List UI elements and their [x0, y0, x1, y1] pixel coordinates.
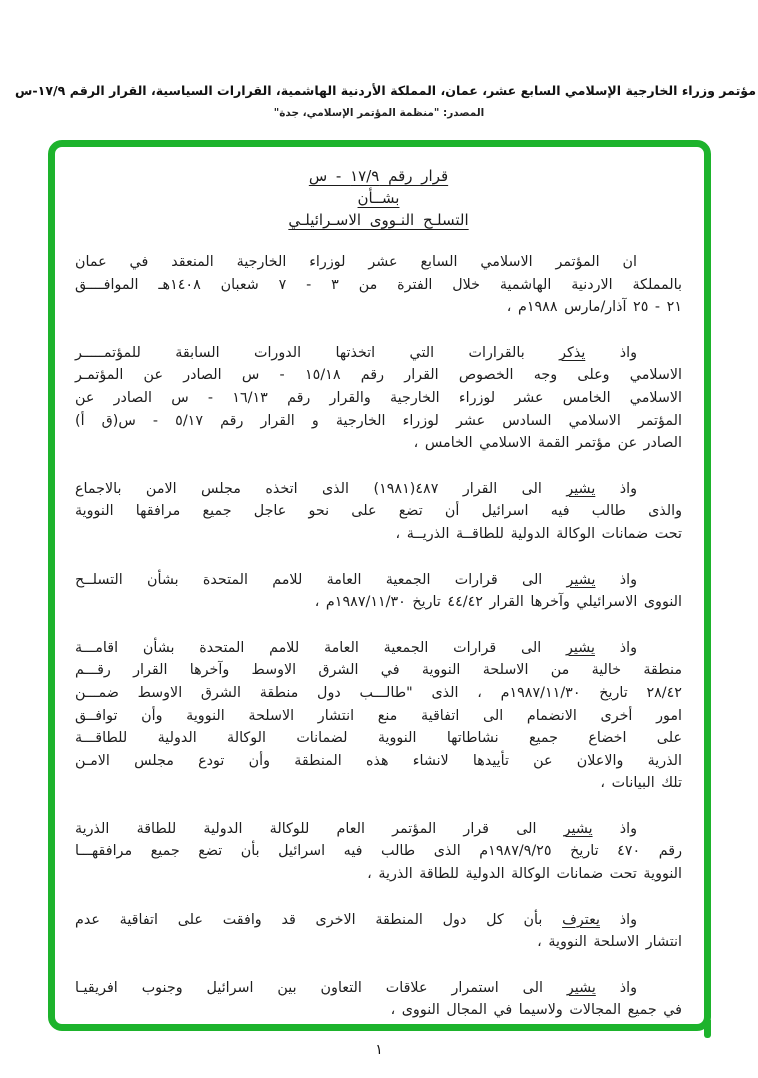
text-segment: منطقة خالية من الاسلحة النووية في الشرق الاوسط وآخرها القرار رقـــم: [75, 662, 682, 679]
resolution-content: [55, 147, 704, 1024]
resolution-title: [288, 165, 468, 231]
text-segment: والذى طالب فيه اسرائيل أن تضع على نحو عاجل جميع مرافقها النووية: [75, 503, 682, 520]
title-line: التسلـح النـووى الاسـرائيلـي: [288, 211, 469, 229]
text-segment: ٢٨/٤٢ تاريخ ١٩٨٧/١١/٣٠م ، الذى "طالـــب دول منطقة الشرق الاوسط ضمـــن: [75, 684, 682, 701]
underlined-lead-word: يعترف: [562, 911, 600, 928]
text-segment: النووية تحت ضمانات الوكالة الدولية للطاقة الذرية ،: [367, 866, 682, 883]
page-number: ١: [375, 1042, 383, 1058]
text-line: [75, 705, 682, 728]
text-segment: بأن كل دول المنطقة الاخرى قد وافقت على اتفاقية عدم: [75, 911, 563, 928]
text-line: [75, 387, 682, 410]
text-segment: واذ: [595, 480, 637, 497]
text-line: [75, 591, 682, 614]
text-line: [75, 500, 682, 523]
text-line: [75, 818, 682, 841]
paragraph: [75, 569, 682, 614]
text-line: [75, 750, 682, 773]
resolution-frame: [48, 140, 711, 1031]
paragraph: [75, 818, 682, 886]
text-segment: الذرية والاعلان عن تأييدها لانشاء هذه المنطقة وأن تودع مجلس الامـن: [75, 752, 682, 769]
text-line: [75, 274, 682, 297]
text-line: [75, 432, 682, 455]
text-segment: تلك البيانات ،: [600, 775, 682, 792]
text-segment: على اخضاع جميع نشاطاتها النووية لضمانات الوكالة الدولية للطاقـــة: [75, 730, 682, 747]
text-segment: الى استمرار علاقات التعاون بين اسرائيل وجنوب افريقيـا: [75, 979, 567, 996]
paragraph: [75, 637, 682, 795]
text-line: [75, 909, 682, 932]
text-segment: واذ: [594, 639, 637, 656]
text-segment: الى قرارات الجمعية العامة للامم المتحدة بشأن اقامـــة: [75, 639, 567, 656]
text-line: [75, 251, 682, 274]
underlined-lead-word: يشير: [566, 979, 596, 996]
text-line: [75, 840, 682, 863]
text-line: [75, 772, 682, 795]
text-line: [75, 863, 682, 886]
underlined-lead-word: يشير: [563, 820, 593, 837]
underlined-lead-word: يشير: [566, 571, 596, 588]
text-line: [75, 569, 682, 592]
text-segment: واذ: [585, 344, 637, 361]
title-line: قرار رقم ١٧/٩ - س: [308, 167, 449, 185]
text-segment: واذ: [592, 820, 638, 837]
text-line: [75, 637, 682, 660]
source-line: المصدر: "منظمة المؤتمر الإسلامي، جدة": [273, 107, 485, 119]
text-line: [75, 342, 682, 365]
frame-corner-stub: [704, 1020, 711, 1038]
text-line: [75, 659, 682, 682]
paragraph: [75, 251, 682, 319]
text-segment: الصادر عن مؤتمر القمة الاسلامي الخامس ،: [413, 435, 682, 452]
text-line: [75, 977, 682, 1000]
text-segment: الى القرار ٤٨٧(١٩٨١) الذى اتخذه مجلس الامن بالاجماع: [75, 480, 567, 497]
text-segment: واذ: [599, 911, 637, 928]
text-line: [75, 523, 682, 546]
text-line: [75, 727, 682, 750]
text-line: [75, 364, 682, 387]
text-segment: الى قرار المؤتمر العام للوكالة الدولية للطاقة الذرية: [75, 820, 564, 837]
text-line: [75, 296, 682, 319]
text-segment: انتشار الاسلحة النووية ،: [537, 934, 682, 951]
paragraph: [75, 909, 682, 954]
text-segment: امور أخرى الانضمام الى اتفاقية منع انتشار الاسلحة النووية وأن توافــق: [75, 707, 682, 724]
paragraph: [75, 977, 682, 1022]
paragraph: [75, 478, 682, 546]
text-segment: تحت ضمانات الوكالة الدولية للطاقــة الذريــة ،: [395, 525, 682, 542]
document-header-line: مؤتمر وزراء الخارجية الإسلامي السابع عشر، عمان، المملكة الأردنية الهاشمية، القرارات السياسية، القرار الرقم ١٧/٩-س: [15, 83, 756, 98]
text-segment: بالمملكة الاردنية الهاشمية خلال الفترة من ٣ - ٧ شعبان ١٤٠٨هـ الموافــــق: [75, 276, 682, 293]
text-segment: الى قرارات الجمعية العامة للامم المتحدة بشأن التسلــح: [75, 571, 567, 588]
underlined-lead-word: يشير: [566, 639, 595, 656]
text-line: [75, 931, 682, 954]
title-line: بشــأن: [357, 189, 400, 207]
text-segment: ٢١ - ٢٥ آذار/مارس ١٩٨٨م ،: [506, 299, 682, 316]
text-line: [75, 410, 682, 433]
text-segment: واذ: [595, 571, 637, 588]
text-segment: النووى الاسرائيلي وآخرها القرار ٤٤/٤٢ تاريخ ١٩٨٧/١١/٣٠م ،: [314, 594, 682, 611]
text-segment: واذ: [595, 979, 637, 996]
text-segment: ان المؤتمر الاسلامي السابع عشر لوزراء الخارجية المنعقد في عمان: [75, 254, 637, 270]
text-line: [75, 682, 682, 705]
underlined-lead-word: يذكر: [559, 344, 586, 361]
text-segment: الاسلامي وعلى وجه الخصوص القرار رقم ١٥/١٨ - س الصادر عن المؤتمـر: [75, 367, 682, 384]
paragraph: [75, 342, 682, 455]
text-line: [75, 478, 682, 501]
text-segment: بالقرارات التي اتخذتها الدورات السابقة للمؤتمـــــر: [75, 344, 560, 361]
text-line: [75, 999, 682, 1022]
text-segment: رقم ٤٧٠ تاريخ ١٩٨٧/٩/٢٥م الذى طالب فيه اسرائيل بأن تضع جميع مرافقهـــا: [75, 843, 682, 860]
text-segment: في جميع المجالات ولاسيما في المجال النووى ،: [390, 1002, 682, 1019]
paragraphs: [75, 251, 682, 1022]
underlined-lead-word: يشير: [566, 480, 596, 497]
text-segment: المؤتمر الاسلامي السادس عشر لوزراء الخارجية و القرار رقم ٥/١٧ - س(ق أ): [75, 412, 683, 429]
text-segment: الاسلامي الخامس عشر لوزراء الخارجية والقرار رقم ١٦/١٣ - س الصادر عن: [75, 389, 682, 406]
